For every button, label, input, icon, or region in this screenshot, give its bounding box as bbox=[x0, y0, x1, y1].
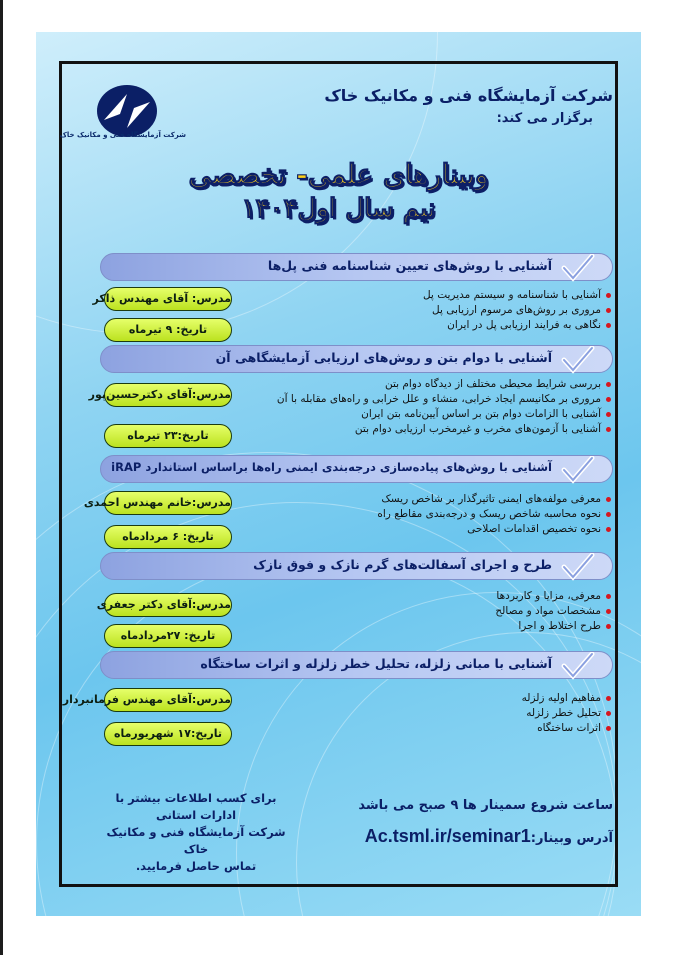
list-item: تحلیل خطر زلزله bbox=[522, 706, 611, 721]
list-item: نحوه محاسبه شاخص ریسک و درجه‌بندی مقاطع راه bbox=[377, 507, 611, 522]
seminar-1-bullets bbox=[423, 288, 611, 333]
seminar-2-bullets bbox=[277, 377, 611, 437]
organizes-text: برگزار می کند: bbox=[496, 111, 593, 126]
seminar-1-instructor: مدرس: آقای مهندس ذاکر bbox=[104, 287, 232, 311]
list-item: بررسی شرایط محیطی مختلف از دیدگاه دوام بتن bbox=[277, 377, 611, 392]
list-item: مفاهیم اولیه زلزله bbox=[522, 691, 611, 706]
seminar-3-title: آشنایی با روش‌های پیاده‌سازی درجه‌بندی ایمنی راه‌ها براساس استاندارد iRAP bbox=[111, 460, 552, 474]
seminar-2-instructor: مدرس:آقای دکترحسین‌پور bbox=[104, 383, 232, 407]
seminar-5-title: آشنایی با مبانی زلزله، تحلیل خطر زلزله و اثرات ساختگاه bbox=[200, 656, 552, 671]
seminar-4-instructor: مدرس:آقای دکتر جعفری bbox=[104, 593, 232, 617]
seminar-1-title: آشنایی با روش‌های تعیین شناسنامه فنی پل‌ها bbox=[267, 258, 552, 273]
contact-line-1: برای کسب اطلاعات بیشتر با ادارات استانی bbox=[115, 791, 277, 822]
page-left-edge bbox=[0, 0, 3, 955]
list-item: آشنایی با شناسنامه و سیستم مدیریت پل bbox=[423, 288, 611, 303]
contact-line-3: تماس حاصل فرمایید. bbox=[135, 859, 257, 873]
logo-caption: شرکت آزمایشگاه فنی و مکانیک خاک bbox=[59, 131, 186, 139]
seminar-3-header bbox=[100, 455, 613, 483]
seminar-3-date: تاریخ: ۶ مردادماه bbox=[104, 525, 232, 549]
list-item: آشنایی با آزمون‌های مخرب و غیرمخرب ارزیابی دوام بتن bbox=[277, 422, 611, 437]
check-icon bbox=[558, 254, 596, 284]
check-icon bbox=[558, 346, 596, 376]
list-item: معرفی مولفه‌های ایمنی تاثیرگذار بر شاخص ریسک bbox=[377, 492, 611, 507]
main-title: وبینارهای علمی- تخصصی bbox=[188, 158, 489, 191]
address-label: آدرس وبینار: bbox=[530, 831, 613, 846]
seminar-3-instructor: مدرس:خانم مهندس احمدی bbox=[104, 491, 232, 515]
seminar-2-title: آشنایی با دوام بتن و روش‌های ارزیابی آزمایشگاهی آن bbox=[215, 350, 552, 365]
list-item: نگاهی به فرایند ارزیابی پل در ایران bbox=[423, 318, 611, 333]
list-item: مروری بر روش‌های مرسوم ارزیابی پل bbox=[423, 303, 611, 318]
main-subtitle: نیم سال اول۱۴۰۴ bbox=[241, 194, 436, 224]
check-icon bbox=[558, 456, 596, 486]
list-item: مروری بر مکانیسم ایجاد خرابی، منشاء و علل خرابی و راه‌های مقابله با آن bbox=[277, 392, 611, 407]
seminar-5-header bbox=[100, 651, 613, 679]
list-item: طرح اختلاط و اجرا bbox=[495, 619, 611, 634]
seminar-4-title: طرح و اجرای آسفالت‌های گرم نازک و فوق نازک bbox=[253, 557, 552, 572]
company-name: شرکت آزمایشگاه فنی و مکانیک خاک bbox=[324, 86, 613, 105]
address-link[interactable]: Ac.tsml.ir/seminar1 bbox=[364, 826, 531, 846]
seminar-4-header bbox=[100, 552, 613, 580]
list-item: مشخصات مواد و مصالح bbox=[495, 604, 611, 619]
seminar-1-date: تاریخ: ۹ تیرماه bbox=[104, 318, 232, 342]
contact-line-2: شرکت آزمایشگاه فنی و مکانیک خاک bbox=[106, 825, 286, 856]
webinar-address bbox=[365, 826, 613, 847]
seminar-4-date: تاریخ: ۲۷مردادماه bbox=[104, 624, 232, 648]
seminar-5-bullets bbox=[522, 691, 611, 736]
start-time: ساعت شروع سمینار ها ۹ صبح می باشد bbox=[358, 798, 613, 813]
list-item: معرفی، مزایا و کاربردها bbox=[495, 589, 611, 604]
seminar-2-date: تاریخ:۲۳ تیرماه bbox=[104, 424, 232, 448]
check-icon bbox=[558, 553, 596, 583]
list-item: نحوه تخصیص اقدامات اصلاحی bbox=[377, 522, 611, 537]
seminar-3-bullets bbox=[377, 492, 611, 537]
contact-info bbox=[96, 790, 296, 875]
seminar-4-bullets bbox=[495, 589, 611, 634]
seminar-5-date: تاریخ:۱۷ شهریورماه bbox=[104, 722, 232, 746]
check-icon bbox=[558, 652, 596, 682]
seminar-2-header bbox=[100, 345, 613, 373]
seminar-5-instructor: مدرس:آقای مهندس فرمانبردار bbox=[104, 688, 232, 712]
list-item: آشنایی با الزامات دوام بتن بر اساس آیین‌نامه بتن ایران bbox=[277, 407, 611, 422]
seminar-1-header bbox=[100, 253, 613, 281]
list-item: اثرات ساختگاه bbox=[522, 721, 611, 736]
